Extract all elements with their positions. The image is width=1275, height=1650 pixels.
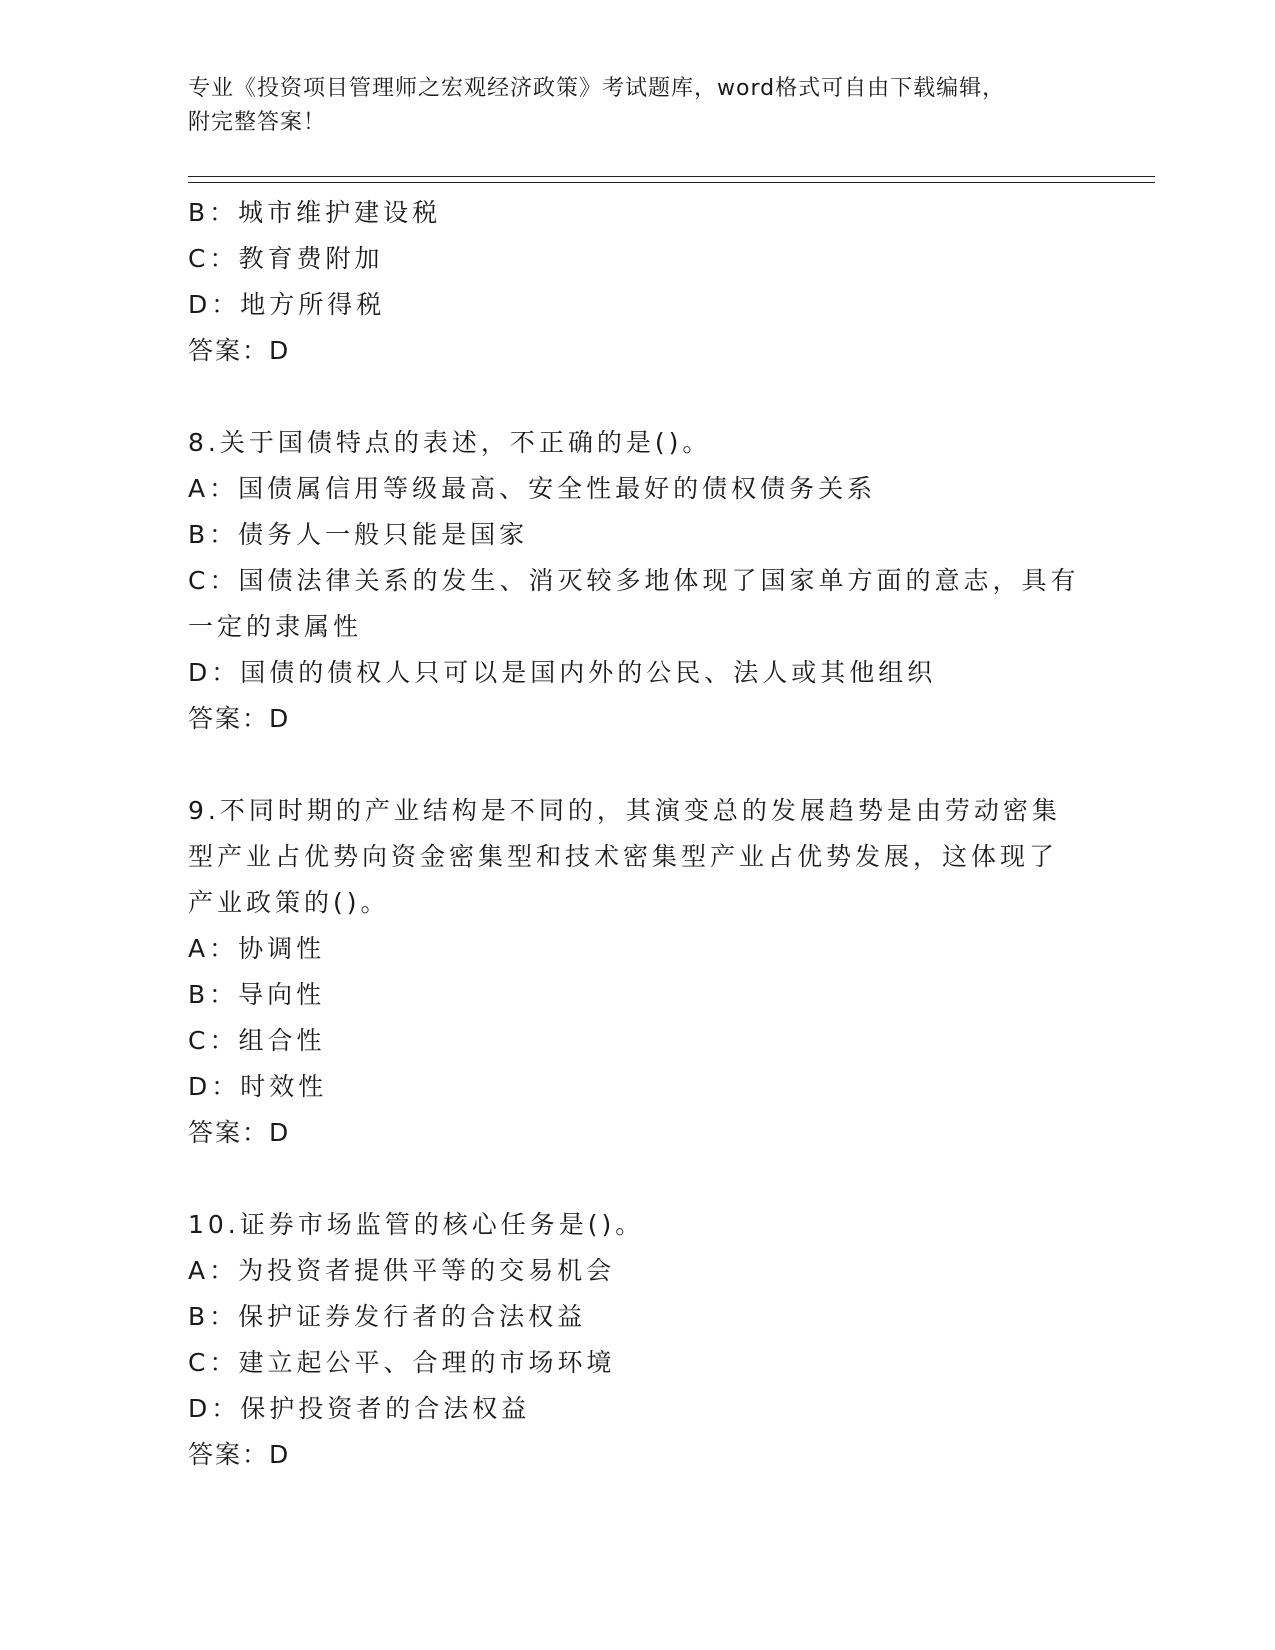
question-stem-line-3: 产业政策的()。 xyxy=(188,888,390,917)
option-b: B：债务人一般只能是国家 xyxy=(188,520,529,549)
option-a: A：国债属信用等级最高、安全性最好的债权债务关系 xyxy=(188,474,877,503)
question-stem: 10.证券市场监管的核心任务是()。 xyxy=(188,1210,645,1239)
header-divider-bottom xyxy=(188,182,1155,183)
option-d: D：时效性 xyxy=(188,1072,328,1101)
option-b: B：导向性 xyxy=(188,980,326,1009)
question-9 xyxy=(188,788,1088,1156)
option-c: C：建立起公平、合理的市场环境 xyxy=(188,1348,616,1377)
question-8 xyxy=(188,420,1088,742)
option-c-continued: 一定的隶属性 xyxy=(188,612,363,641)
document-header xyxy=(188,72,1088,140)
question-stem-line-2: 型产业占优势向资金密集型和技术密集型产业占优势发展，这体现了 xyxy=(188,842,1059,871)
option-d: D：保护投资者的合法权益 xyxy=(188,1394,531,1423)
answer-line: 答案：D xyxy=(188,336,291,365)
spacer xyxy=(188,374,1088,420)
option-d: D：地方所得税 xyxy=(188,290,386,319)
option-b: B：城市维护建设税 xyxy=(188,198,442,227)
spacer xyxy=(188,742,1088,788)
header-line-1: 专业《投资项目管理师之宏观经济政策》考试题库，word格式可自由下载编辑， xyxy=(188,76,1006,101)
option-b: B：保护证券发行者的合法权益 xyxy=(188,1302,587,1331)
question-content xyxy=(188,190,1088,1478)
option-a: A：为投资者提供平等的交易机会 xyxy=(188,1256,616,1285)
option-c: C：组合性 xyxy=(188,1026,326,1055)
header-line-2: 附完整答案！ xyxy=(188,110,327,135)
option-c: C：国债法律关系的发生、消灭较多地体现了国家单方面的意志，具有 xyxy=(188,566,1080,595)
option-c: C：教育费附加 xyxy=(188,244,384,273)
question-stem: 8.关于国债特点的表述，不正确的是()。 xyxy=(188,428,712,457)
question-stem-line-1: 9.不同时期的产业结构是不同的，其演变总的发展趋势是由劳动密集 xyxy=(188,796,1061,825)
spacer xyxy=(188,1156,1088,1202)
option-d: D：国债的债权人只可以是国内外的公民、法人或其他组织 xyxy=(188,658,937,687)
answer-line: 答案：D xyxy=(188,704,291,733)
question-10 xyxy=(188,1202,1088,1478)
question-7-continuation xyxy=(188,190,1088,374)
answer-line: 答案：D xyxy=(188,1118,291,1147)
header-divider-top xyxy=(188,176,1155,177)
answer-line: 答案：D xyxy=(188,1440,291,1469)
option-a: A：协调性 xyxy=(188,934,326,963)
